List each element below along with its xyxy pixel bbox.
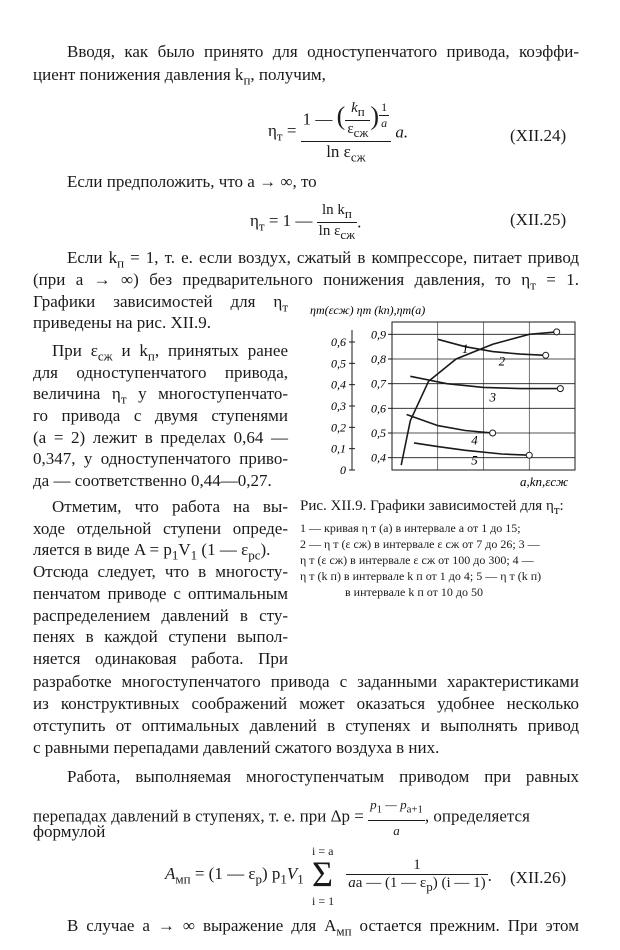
- series-label: 4: [471, 432, 478, 448]
- text-line: величина $\eta_т$ у многоступенчато-: [33, 384, 288, 407]
- text-line: го привода с двумя ступенями: [33, 406, 288, 425]
- text-line: ходе отдельной ступени опреде-: [33, 519, 288, 538]
- text-line: (a = 2) лежит в пределах 0,64 —: [33, 428, 288, 447]
- text-line: В случае a → ∞ выражение для $A_{мп}$ остается прежним. При этом: [67, 916, 579, 939]
- series-label: 5: [471, 452, 478, 468]
- series-label: 2: [498, 353, 506, 369]
- text-line: Графики зависимостей для $\eta_т$: [33, 292, 288, 315]
- text-line: да — соответственно 0,44—0,27.: [33, 471, 272, 490]
- text-line: распределением давлений в сту-: [33, 606, 288, 625]
- axis-header: ηт(εсж) ηт (kп),ηт(a): [310, 303, 426, 317]
- text-line: 0,347, у одноступенчатого приво-: [33, 449, 288, 468]
- outer-tick-label: 0,5: [331, 356, 346, 371]
- outer-tick-label: 0,2: [331, 420, 346, 435]
- equation-number: (XII.24): [510, 126, 567, 145]
- outer-tick-label: 0,3: [331, 399, 346, 413]
- x-axis-label: a,kп,εсж: [520, 474, 569, 489]
- figure-xii-9: [300, 300, 590, 490]
- text-line: ляется в виде $A = p_1V_1$ (1 — $\varepsilon_{рс}$).: [33, 540, 271, 563]
- series-end-marker: [526, 452, 532, 458]
- tick-label: 0,9: [371, 327, 386, 342]
- legend-line: 1 — кривая η т (a) в интервале a от 1 до 15;: [300, 521, 521, 535]
- tick-label: 0,4: [371, 450, 386, 465]
- legend-line: η т (ε сж) в интервале ε сж от 100 до 300; 4 —: [300, 553, 534, 567]
- tick-label: 0,5: [371, 426, 386, 440]
- text-line: Отметим, что работа на вы-: [52, 497, 288, 516]
- equation-xii-24: $\eta_т$ = 1 — ( $\frac{k_п}{\varepsilon_{сж}}$ ) $^{\frac{1}{a}}$ $\ln \varepsilon_{сж}$ a.: [268, 100, 409, 165]
- text-line: приведены на рис. XII.9.: [33, 313, 212, 332]
- text-line: Отсюда следует, что в многосту-: [33, 562, 288, 581]
- text-line: Если $k_п = 1$, т. е. если воздух, сжатый в компрессоре, питает привод: [67, 248, 579, 271]
- legend-line: в интервале k п от 10 до 50: [345, 585, 483, 599]
- series-end-marker: [490, 430, 496, 436]
- text-line: с равными перепадами давлений сжатого воздуха в них.: [33, 738, 440, 757]
- equation-xii-25: $\eta_т = 1$ — $\frac{\ln k_п}{\ln \varepsilon_{сж}}$ .: [250, 202, 362, 242]
- outer-tick-label: 0,4: [331, 377, 346, 392]
- text-line: пенях в каждой ступени выпол-: [33, 627, 288, 646]
- text-line: (при a → ∞) без предварительного понижения давления, то $\eta_т = 1$.: [33, 270, 579, 293]
- series-label: 1: [462, 341, 469, 356]
- text-line: отступить от оптимальных давлений в ступенях и выполнять привод: [33, 716, 579, 735]
- legend-line: η т (k п) в интервале k п от 1 до 4; 5 — η т (k п): [300, 569, 542, 583]
- text-line: Работа, выполняемая многоступенчатым приводом при равных: [67, 767, 579, 786]
- tick-label: 0,6: [371, 401, 386, 416]
- outer-tick-label: 0,1: [331, 441, 346, 456]
- text-line: формулой: [33, 822, 106, 841]
- text-line: из конструктивных соображений может оказаться удобнее несколько: [33, 694, 579, 713]
- outer-tick-label: 0,6: [331, 335, 346, 349]
- outer-tick-label: 0: [340, 463, 346, 477]
- figure-caption: Рис. XII.9. Графики зависимостей для $\eta_т$:: [300, 498, 564, 517]
- series-end-marker: [554, 329, 560, 335]
- text-line: няется одинаковая работа. При: [33, 649, 288, 668]
- text-line: для одноступенчатого привода,: [33, 363, 288, 382]
- equation-number: (XII.26): [510, 868, 567, 887]
- tick-label: 0,7: [371, 376, 386, 391]
- equation-xii-26: $A_{мп} = (1$ — $\varepsilon_р$) $p_1V_1$ i = a Σ i = 1 $\frac{1}{aa — (1 — \varepsilon_р) (i — 1)}$ .: [165, 844, 492, 908]
- series-end-marker: [557, 386, 563, 392]
- legend-line: 2 — η т (ε сж) в интервале ε сж от 7 до 26; 3 —: [300, 537, 540, 551]
- text-line: Если предположить, что a → ∞, то: [67, 172, 317, 191]
- text-line: перепадах давлений в ступенях, т. е. при Δp = $\frac{p_1 — p_{a+1}}{a}$ , определяется: [33, 797, 530, 838]
- series-label: 3: [489, 389, 496, 405]
- series-line-4: [407, 415, 493, 434]
- tick-label: 0,8: [371, 352, 386, 366]
- series-end-marker: [543, 352, 549, 358]
- text-line: пенчатом приводе с оптимальным: [33, 584, 288, 603]
- text-line: циент понижения давления $k_п$, получим,: [33, 65, 326, 88]
- text-line: Вводя, как было принято для одноступенчатого привода, коэффи-: [67, 42, 579, 61]
- text-line: разработке многоступенчатого привода с заданными характеристиками: [33, 672, 579, 691]
- text-line: При $\varepsilon_{сж}$ и $k_п$, принятых ранее: [52, 341, 288, 364]
- equation-number: (XII.25): [510, 210, 567, 229]
